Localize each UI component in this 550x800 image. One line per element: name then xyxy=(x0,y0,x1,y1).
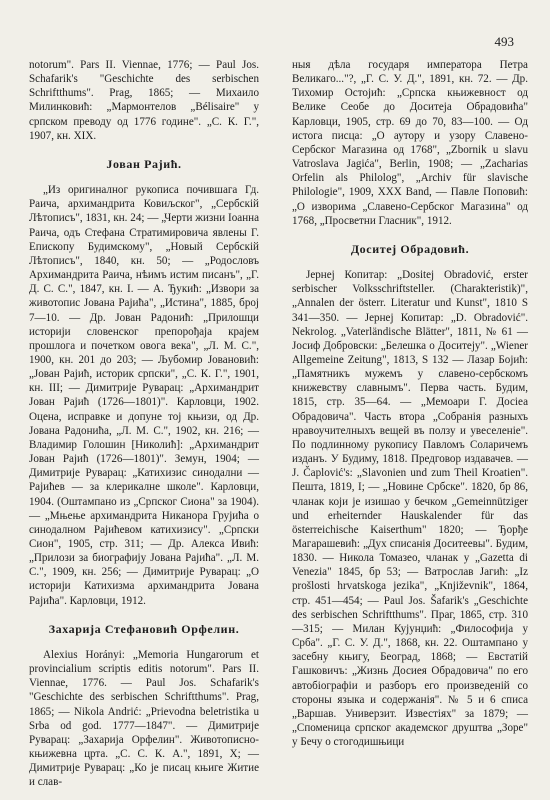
rajic-bibliography: „Из оригиналног рукописа почившага Гд. Раича, архимандрита Ковиљског", „Сербскій Лѣтописъ", 1831, кн. 24; — „Черти жизни Іоанна Раича, одъ Стефана Стратимировича явлены Г. Епископу Будимскому", „Новый Сербскій Лѣтописъ", 1840, кн. 50; — „Родословъ Архимандрита Раича, нѣимъ истим писанъ", „Г. Д. С. С.", 1847, кн. I. — А. Ђукић: „Извори за животопис Јована Рајића", „Истина", 1885, број 7—10. — Др. Јован Радонић: „Прилошци историји словенског препорођаја крајем прошлога и почетком овога века", „Л. М. С.", 1900, кн. 201 до 203; — Љубомир Јовановић: „Јован Рајић, историк српски", „С. К. Г.", 1901, кн. III; — Димитрије Руварац: „Архимандрит Јован Рајић (1726—1801)". Карловци, 1902. Оцена, исправке и допуне тој књизи, од Др. Јована Радонића, „Л. М. С.", 1902, кн. 216; — Владимир Голошин [Николић]: „Архимандрит Јован Рајић (1726—1801)". Земун, 1904; — Димитрије Руварац: „Катихизис синодални — Рајићев — за клерикалне школе". Карловци, 1904. (Оштампано из „Српског Сиона" за 1904). — „Мњење архимандрита Никанора Грујића о синодалном Рајићевом катихизису". „Српски Сион", 1905, стр. 311; — Др. Алекса Ивић: „Прилози за биографију Јована Рајића". „Л. М. С.", 1909, кн. 256; — Димитрије Руварац: „О историји Катихизма архимандрита Јована Рајића". Карловци, 1912. xyxy=(29,184,259,607)
orfelin-bibliography: Alexius Horányi: „Memoria Hungarorum et provincialium scriptis editis notorum". Pars II. Viennae, 1776. — Paul Jos. Schafarik's "Geschichte des serbischen Schriftthums". Prag, 1865; — Nikola Andrić: „Prievodna beletristika u Srba od god. 1777—1847". — Димитрије Руварац: „Захарија Орфелин". Животописно-књижевна црта. „С. С. К. А.", 1891, Х; — Димитрије Руварац: „Ко је писац књиге Житие и слав- xyxy=(29,648,259,789)
page-number: 493 xyxy=(494,34,514,49)
section-heading-orfelin: Захарија Стефановић Орфелин. xyxy=(48,621,240,636)
left-intro-text: notorum". Pars II. Viennae, 1776; — Paul Jos. Schafarik's "Geschichte des serbischen Schriftthums". Prag, 1865; — Михаило Милинковић: „Мармонтелов „Bélisaire" у српском преводу од 1776 године". „С. К. Г.", 1907, кн. XIX. xyxy=(29,59,259,142)
obradovic-bibliography: Јернеј Копитар: „Dositej Obradović, erster serbischer Volksschriftsteller. (Charakteristik)", „Annalen der österr. Literatur und Kunst", 1810 S 341—350. — Јернеј Копитар: „D. Obradović". Nekrolog. „Vaterländische Blätter", 1811, № 61 — Јосиф Добровски: „Белешка о Доситеју". „Wiener Allgemeine Zeitung", 1813, S 132 — Лазар Бојић: „Памятникъ мужемъ у славено-сербскомъ книжевству славнымъ". Перва часть. Будим, 1815, стр. 35—64. — „Мемоари Г. Досіеа Обрадовича". Часть втора „Собранія разныхъ нравоучителныхъ вещей въ ползу и увеселеніе". По подлинному рукопису Павломъ Соларичемъ изданъ. У Будиму, 1818. Предговор издавачев. — J. Čaplović's: „Slavonien und zum Theil Kroatien". Пешта, 1819, I; — „Новине Србске". 1820, бр 86, чланак који је изишао у бечком „Gemeinnütziger und erheiternder Hauskalender für das österreichische Kaiserthum" 1820; — Ђорђе Магарашевић: „Дух списанія Доситеевы". Будим, 1830. — Никола Томазео, чланак у „Gazetta di Venezia" 1845, бр 53; — Ватрослав Јагић: „Iz prošlosti hrvatskoga jezika", „Književnik", 1864, стр. 451—454; — Paul Jos. Šafarik's „Geschichte des serbischen Schriftthums". Праг, 1865, стр. 310—315; — Милан Кујунџић: „Философија у Срба". „Г. С. У. Д.", 1868, кн. 22. Оштампано у засебну књигу, Београд, 1868; — Евстатій Гашковичъ: „Жизнь Досиея Обрадовича" по его автобіографіи и разборъ его произведеній со стороны языка и содержанія". № 5 и 6 списа „Варшав. Универзит. Известіях" за 1879; — „Споменица српског академског друштва „Зоре" у Бечу о стогодишњици xyxy=(292,269,528,749)
right-column xyxy=(292,58,528,749)
section-heading-obradovic: Доситеј Обрадовић. xyxy=(350,241,470,256)
left-column xyxy=(29,58,259,790)
section-heading-rajic: Јован Рајић. xyxy=(106,156,182,171)
right-intro-text: ныя дѣла государя императора Петра Великаго..."?, „Г. С. У. Д.", 1891, кн. 72. — Др. Тихомир Остојић: „Српска књижевност од Велике Сеобе до Доситеја Обрадовића" Карловци, 1905, стр. 69 до 70, 83—100. — Од истога писца: „О аутору и узору Славено-Сербског Магазина од 1768", „Zbornik u slavu Vatroslava Jagića", Berlin, 1908; — „Zacharias Orfelin als Philolog", „Archiv für slavische Philologie", 1909, XXX Band, — Павле Поповић: „О изворима „Славено-Сербског Магазина" од 1768, „Просветни Гласник", 1912. xyxy=(292,59,528,227)
